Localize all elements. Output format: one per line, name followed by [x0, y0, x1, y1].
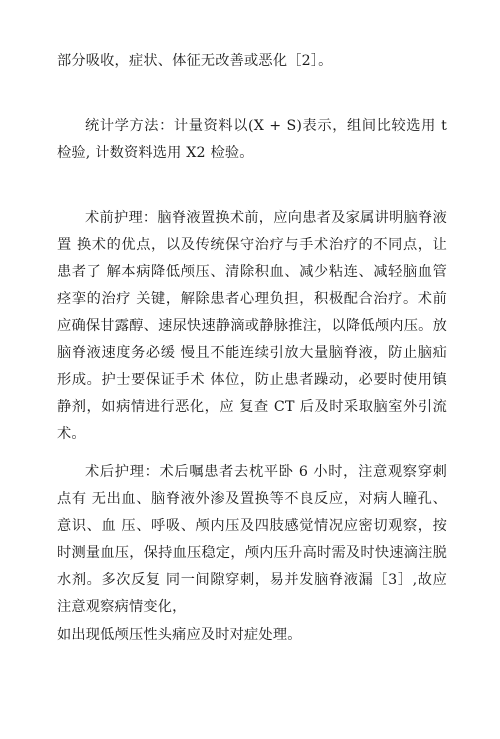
paragraph-preoperative-care: 术前护理：脑脊液置换术前，应向患者及家属讲明脑脊液置 换术的优点，以及传统保守治疗与手术治疗的不同点，让患者了 解本病降低颅压、清除积血、减少粘连、减轻脑血管痉挛的治疗 关键，解除患者心理负担，积极配合治疗。术前应确保甘露醇、速尿快速静滴或静脉推注，以降低颅内压。放脑脊液速度务必缓 慢且不能连续引放大量脑脊液，防止脑疝形成。护士要保证手术 体位，防止患者躁动，必要时使用镇静剂，如病情进行恶化，应 复查 CT 后及时采取脑室外引流术。: [57, 210, 447, 442]
paragraph-continuation: 部分吸收，症状、体征无改善或恶化［2］。: [57, 53, 333, 69]
paragraph-low-pressure-headache: 如出现低颅压性头痛应及时对症处理。: [57, 627, 302, 643]
paragraph-statistics: 统计学方法：计量资料以(X + S)表示，组间比较选用 t 检验, 计数资料选用 X2 检验。: [57, 118, 447, 161]
paragraph-postoperative-care: 术后护理：术后嘱患者去枕平卧 6 小时，注意观察穿刺点有 无出血、脑脊液外渗及置换等不良反应，对病人瞳孔、意识、血 压、呼吸、颅内压及四肢感觉情况应密切观察，按时测量血压，保持血压稳定，颅内压升高时需及时快速滴注脱水剂。多次反复 同一间隙穿刺，易并发脑脊液漏［3］,故应注意观察病情变化，: [57, 464, 447, 615]
